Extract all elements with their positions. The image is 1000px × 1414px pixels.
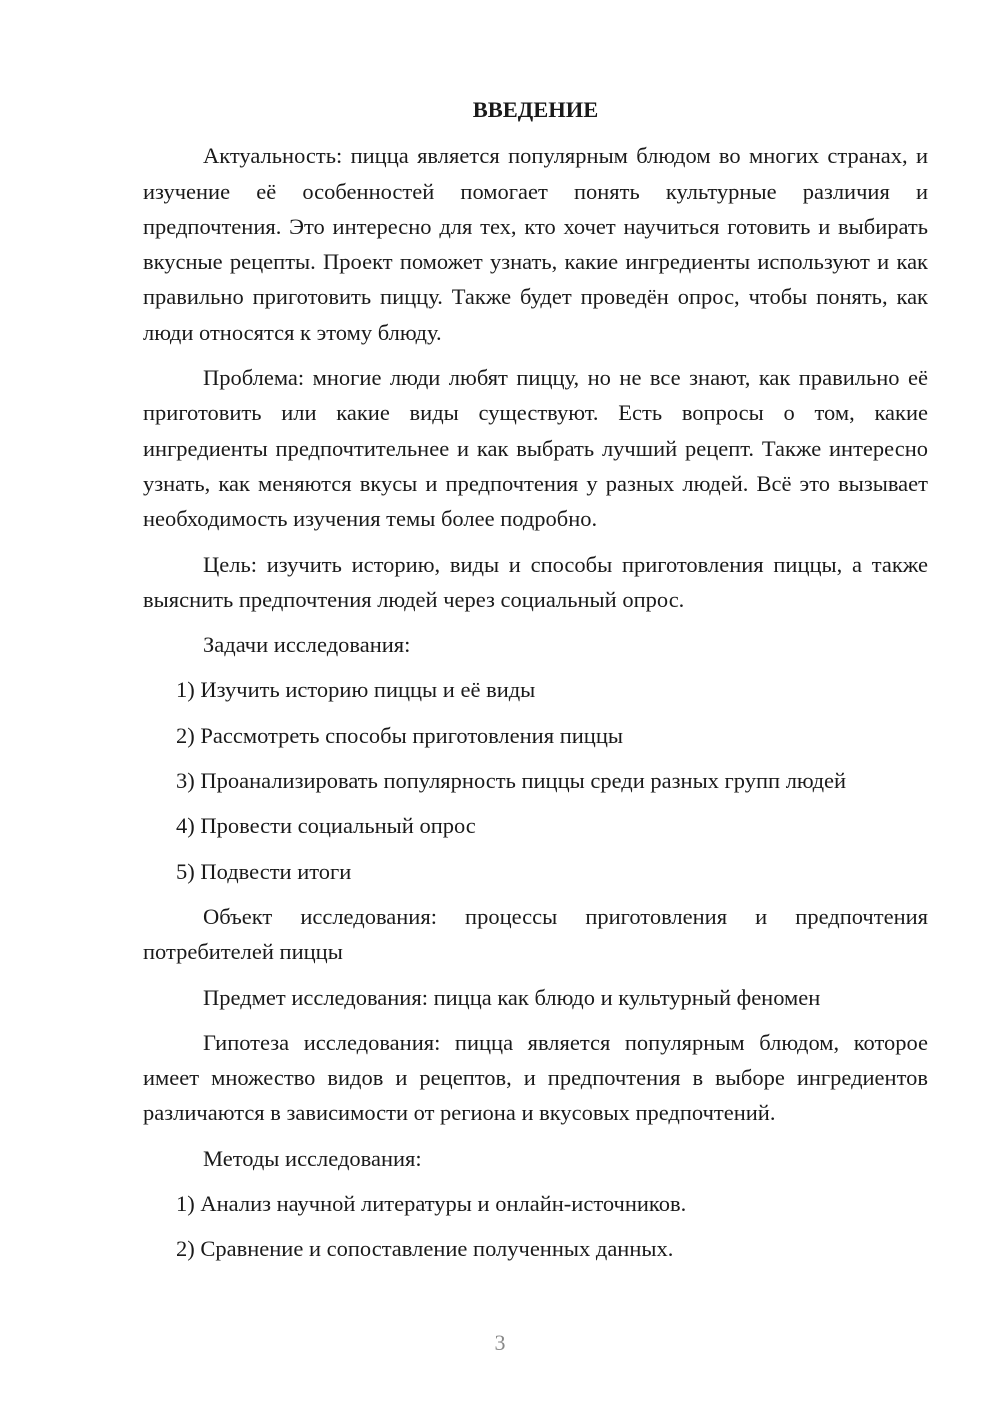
task-item: 2) Рассмотреть способы приготовления пиццы (176, 722, 623, 748)
task-item: 3) Проанализировать популярность пиццы среди разных групп людей (176, 768, 847, 794)
subject-paragraph: Предмет исследования: пицца как блюдо и культурный феномен (203, 984, 821, 1010)
page-number: 3 (494, 1330, 506, 1355)
tasks-title: Задачи исследования: (203, 632, 411, 658)
methods-title: Методы исследования: (203, 1145, 422, 1171)
relevance-paragraph: Актуальность: пицца является популярным блюдом во многих странах, и изучение её особенностей помогает понять культурные различия и предпочтения. Это интересно для тех, кто хочет научиться готовить и выбирать вкусные рецепты. Проект поможет узнать, какие ингредиенты используют и как правильно приготовить пиццу. Также будет проведён опрос, чтобы понять, как люди относятся к этому блюду. (143, 143, 928, 345)
section-heading: ВВЕДЕНИЕ (472, 97, 599, 122)
method-item: 2) Сравнение и сопоставление полученных данных. (176, 1236, 674, 1262)
methods-list (143, 1186, 928, 1267)
problem-paragraph: Проблема: многие люди любят пиццу, но не все знают, как правильно её приготовить или какие виды существуют. Есть вопросы о том, какие ингредиенты предпочтительнее и как выбрать лучший рецепт. Также интересно узнать, как меняются вкусы и предпочтения у разных людей. Всё это вызывает необходимость изучения темы более подробно. (143, 365, 928, 532)
goal-paragraph: Цель: изучить историю, виды и способы приготовления пиццы, а также выяснить предпочтения людей через социальный опрос. (143, 551, 928, 612)
object-paragraph: Объект исследования: процессы приготовления и предпочтения потребителей пиццы (143, 903, 928, 965)
document-page (143, 92, 928, 1277)
hypothesis-paragraph: Гипотеза исследования: пицца является популярным блюдом, которое имеет множество видов и рецептов, и предпочтения в выборе ингредиентов различаются в зависимости от региона и вкусовых предпочтений. (143, 1029, 928, 1126)
task-item: 1) Изучить историю пиццы и её виды (176, 677, 536, 703)
tasks-list (143, 672, 928, 888)
method-item: 1) Анализ научной литературы и онлайн-источников. (176, 1191, 687, 1217)
task-item: 4) Провести социальный опрос (176, 813, 476, 839)
task-item: 5) Подвести итоги (176, 858, 352, 884)
